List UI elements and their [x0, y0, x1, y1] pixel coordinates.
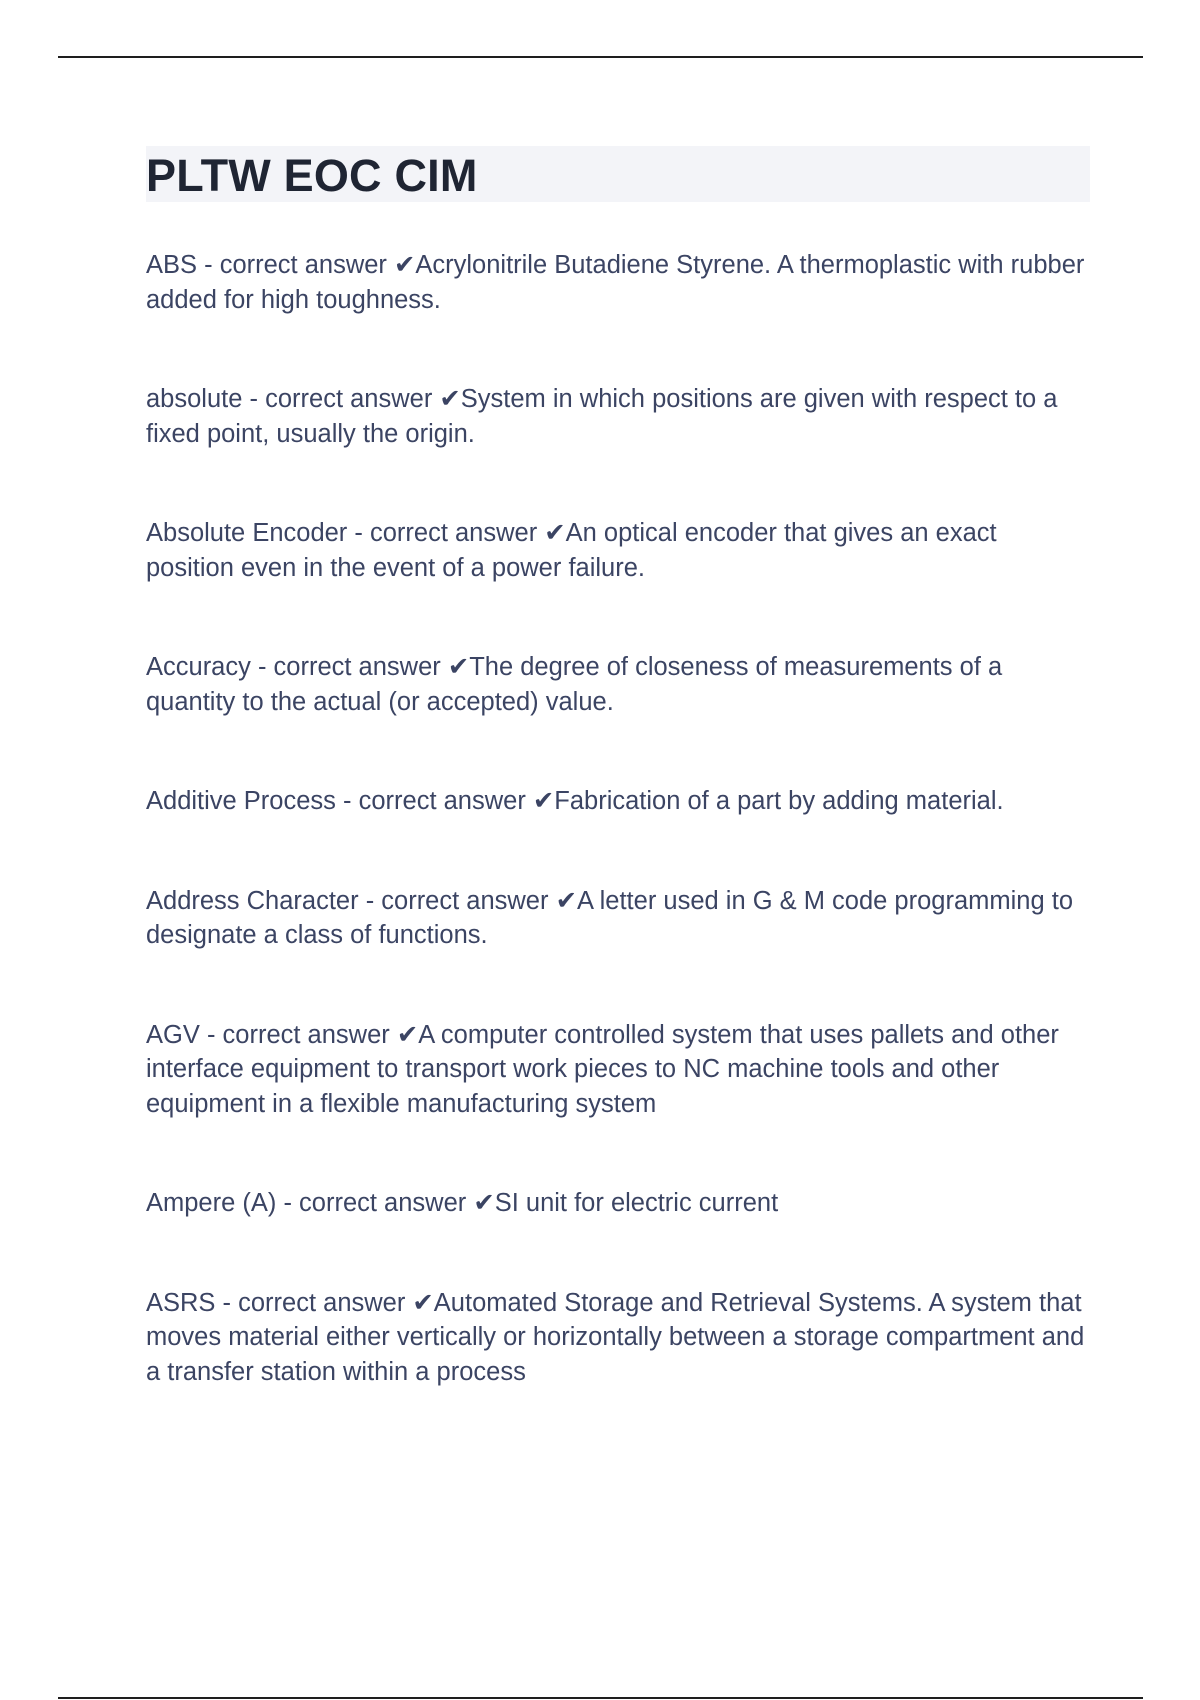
entry-term: Additive Process — [146, 787, 336, 815]
answer-label: - correct answer ✔ — [222, 1288, 434, 1317]
flashcard-entry — [146, 1018, 1090, 1122]
flashcard-entry — [146, 884, 1090, 953]
answer-label: - correct answer ✔ — [206, 1020, 419, 1049]
flashcard-entry — [146, 1286, 1090, 1390]
answer-label: - correct answer ✔ — [257, 653, 470, 681]
entry-definition: Fabrication of a part by adding material. — [554, 787, 1004, 815]
entry-term: absolute — [146, 385, 243, 413]
entry-definition: SI unit for electric current — [494, 1189, 779, 1217]
flashcard-entry — [146, 248, 1090, 317]
entry-definition: System in which positions are given with respect to a fixed point, usually the origin. — [146, 385, 1058, 448]
flashcard-entry — [146, 382, 1090, 451]
document-body — [146, 146, 1090, 1454]
entry-definition: Automated Storage and Retrieval Systems. A system that moves material either vertically or horizontally between a storage compartment and a transfer station within a process — [146, 1288, 1085, 1386]
entry-term: Absolute Encoder — [146, 519, 348, 547]
header-rule — [58, 56, 1143, 58]
footer-rule — [58, 1697, 1143, 1699]
entry-definition: A letter used in G & M code programming to designate a class of functions. — [146, 886, 1074, 949]
entry-term: Ampere (A) — [146, 1189, 277, 1217]
answer-label: - correct answer ✔ — [249, 385, 461, 413]
entry-definition: The degree of closeness of measurements of a quantity to the actual (or accepted) value. — [146, 653, 1003, 716]
entry-definition: A computer controlled system that uses pallets and other interface equipment to transport work pieces to NC machine tools and other equipment in a flexible manufacturing system — [146, 1020, 1059, 1118]
entry-term: Address Character — [146, 886, 359, 915]
flashcard-entry — [146, 784, 1090, 819]
answer-label: - correct answer ✔ — [343, 787, 555, 815]
answer-label: - correct answer ✔ — [365, 886, 577, 915]
answer-label: - correct answer ✔ — [354, 519, 566, 547]
title-bar — [146, 146, 1090, 202]
entry-term: AGV — [146, 1020, 200, 1049]
entry-term: ASRS — [146, 1288, 216, 1317]
page-title: PLTW EOC CIM — [146, 149, 478, 201]
answer-label: - correct answer ✔ — [283, 1189, 495, 1217]
entry-term: Accuracy — [146, 653, 251, 681]
entry-definition: Acrylonitrile Butadiene Styrene. A thermoplastic with rubber added for high toughness. — [146, 251, 1085, 314]
flashcard-entry — [146, 516, 1090, 585]
flashcard-entry — [146, 1186, 1090, 1221]
flashcard-entry — [146, 650, 1090, 719]
entry-term: ABS — [146, 251, 198, 279]
entry-definition: An optical encoder that gives an exact position even in the event of a power failure. — [146, 519, 997, 582]
answer-label: - correct answer ✔ — [204, 251, 416, 279]
